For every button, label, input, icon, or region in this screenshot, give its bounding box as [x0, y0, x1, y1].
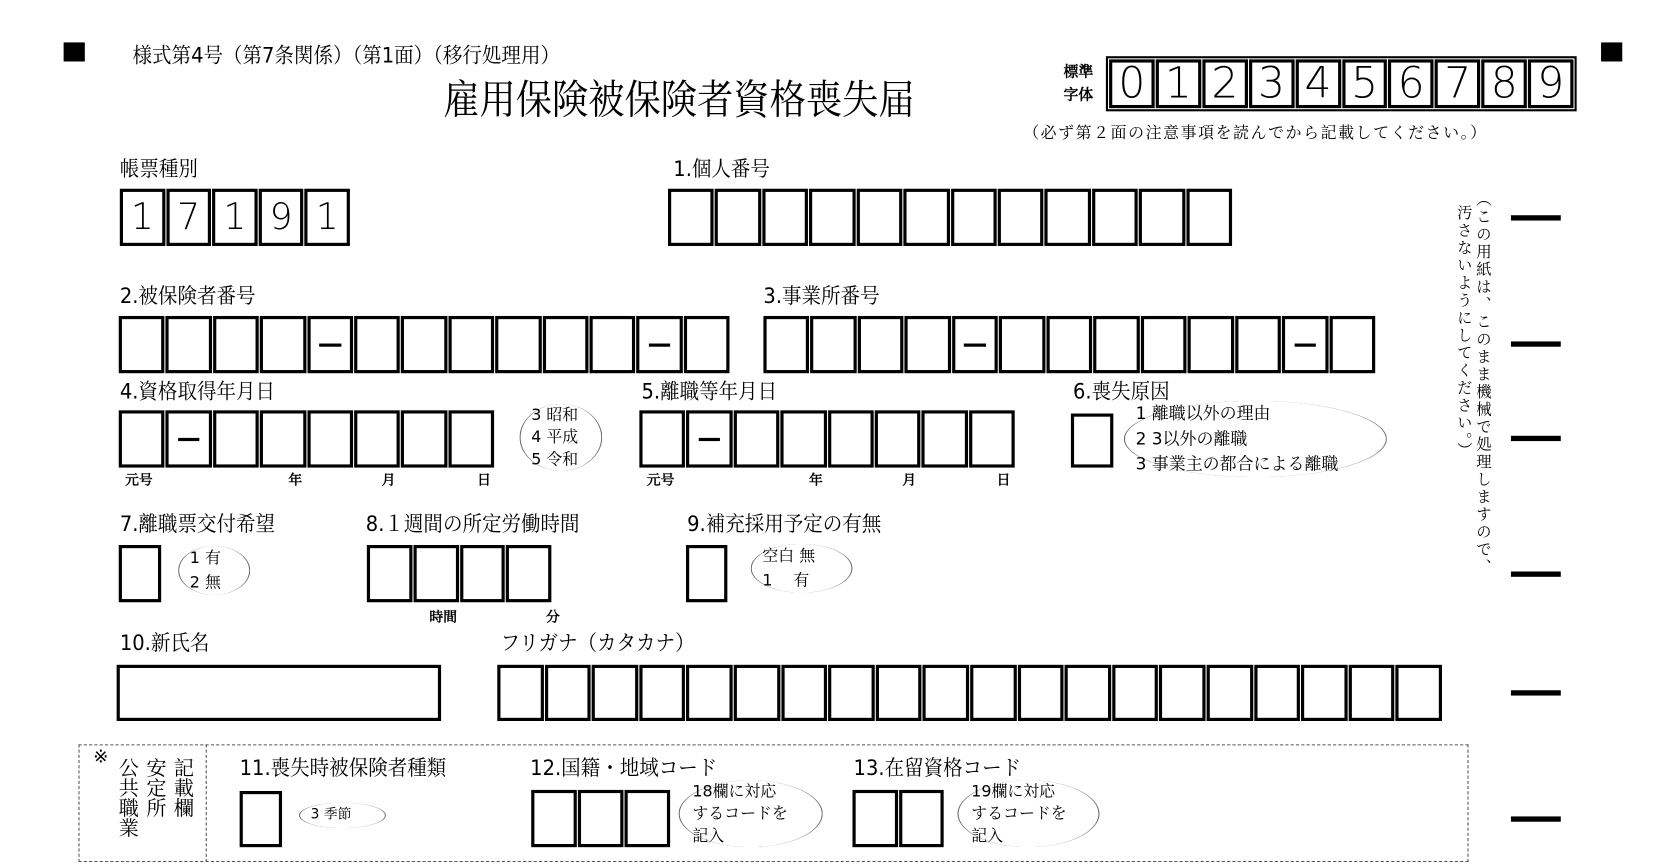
weekly-hours-label: 8.１週間の所定労働時間 [365, 511, 580, 537]
month-unit: 月 [381, 472, 396, 489]
residence-status-label: 13.在留資格コード [853, 754, 1022, 781]
timing-mark [1511, 436, 1561, 441]
standard-digit: 2 [1202, 59, 1247, 108]
input-box[interactable] [495, 316, 541, 373]
nationality-boxes [531, 790, 671, 847]
personal-number-boxes [668, 189, 1233, 246]
form-type-digit: 1 [305, 189, 350, 246]
input-box[interactable] [922, 410, 968, 467]
input-box[interactable] [1254, 665, 1300, 721]
form-type-boxes [120, 189, 351, 246]
input-box[interactable] [899, 790, 944, 847]
separator-dash-box [686, 410, 732, 467]
input-box[interactable] [497, 665, 543, 721]
input-box[interactable] [970, 665, 1016, 721]
input-box[interactable] [998, 189, 1044, 246]
furigana-label: フリガナ（カタカナ） [500, 629, 695, 656]
input-box[interactable] [119, 316, 165, 373]
reference-mark: ※ [93, 746, 109, 768]
standard-digit: 1 [1156, 59, 1201, 108]
insured-type-label: 11.喪失時被保険者種類 [239, 754, 447, 781]
input-box[interactable] [354, 316, 400, 373]
nationality-note [679, 780, 823, 847]
day-unit: 日 [477, 472, 491, 489]
input-box[interactable] [1017, 665, 1063, 721]
timing-mark [1511, 816, 1561, 821]
input-box[interactable] [856, 189, 902, 246]
input-box[interactable] [1186, 189, 1232, 246]
standard-digit-sample [1106, 56, 1577, 111]
standard-font-label-line: 標準 [1063, 63, 1094, 81]
new-name-box [117, 665, 443, 721]
furigana-boxes [497, 665, 1443, 721]
input-box[interactable] [1207, 665, 1253, 721]
input-box[interactable] [260, 316, 306, 373]
input-box[interactable] [639, 410, 685, 467]
replacement-option: 空白 無 [762, 546, 816, 566]
input-box[interactable] [763, 316, 809, 373]
office-section-column: 安定所 [143, 757, 167, 818]
input-box[interactable] [448, 410, 494, 467]
input-box[interactable] [1348, 665, 1394, 721]
input-box[interactable] [354, 410, 400, 467]
input-box[interactable] [545, 665, 591, 721]
input-box[interactable] [828, 410, 874, 467]
input-box[interactable] [668, 189, 714, 246]
loss-reason-legend [1124, 401, 1387, 477]
input-box[interactable] [715, 189, 761, 246]
timing-mark [1511, 341, 1561, 346]
input-box[interactable] [589, 316, 635, 373]
input-box[interactable] [1093, 316, 1139, 373]
insured-number-boxes [119, 316, 731, 373]
form-number: 様式第4号（第7条関係）（第1面）（移行処理用） [132, 42, 560, 68]
input-box[interactable] [448, 316, 494, 373]
standard-digit: 7 [1435, 59, 1480, 108]
input-box[interactable] [119, 545, 161, 602]
input-box[interactable] [923, 665, 969, 721]
input-box[interactable] [969, 410, 1015, 467]
standard-font-label-line: 字体 [1063, 86, 1094, 104]
input-box[interactable] [1235, 316, 1281, 373]
input-box[interactable] [1188, 316, 1234, 373]
standard-digit: 4 [1295, 59, 1340, 108]
input-box[interactable] [1065, 665, 1111, 721]
side-notice-line: （この用紙は、このまま機械で処理しますので、 [1473, 190, 1491, 576]
replacement-box [686, 545, 728, 602]
timing-mark [1511, 215, 1561, 220]
replacement-option: 1 有 [762, 570, 810, 590]
input-box[interactable] [578, 790, 624, 847]
standard-digit: 9 [1528, 59, 1573, 108]
note-line: 記入 [692, 825, 725, 846]
office-section-divider [206, 744, 207, 862]
input-box[interactable] [733, 410, 779, 467]
hours-unit: 時間 [429, 609, 458, 626]
era-unit: 元号 [646, 472, 675, 489]
residence-status-note [957, 780, 1099, 847]
separator-dash-box [636, 316, 682, 373]
separation-date-boxes [639, 410, 1015, 467]
input-box[interactable] [1071, 414, 1113, 468]
loss-reason-label: 6.喪失原因 [1073, 378, 1170, 404]
input-box[interactable] [903, 189, 949, 246]
era-option: 3 昭和 [531, 405, 579, 425]
input-box[interactable] [811, 316, 857, 373]
input-box[interactable] [592, 665, 638, 721]
note-line: するコードを [971, 803, 1067, 823]
loss-reason-option: 1 離職以外の理由 [1135, 402, 1271, 424]
input-box[interactable] [1045, 189, 1091, 246]
input-box[interactable] [1396, 665, 1442, 721]
era-option: 5 令和 [531, 449, 579, 469]
residence-status-boxes [852, 790, 944, 847]
input-box[interactable] [260, 410, 306, 467]
separation-date-label: 5.離職等年月日 [641, 378, 778, 404]
input-box[interactable] [542, 316, 588, 373]
minutes-unit: 分 [546, 609, 560, 626]
input-box[interactable] [401, 410, 447, 467]
input-box[interactable] [213, 410, 259, 467]
office-number-label: 3.事業所番号 [763, 283, 880, 309]
input-box[interactable] [858, 316, 904, 373]
era-option: 4 平成 [531, 427, 579, 447]
form-type-digit: 7 [166, 189, 211, 246]
input-box[interactable] [734, 665, 780, 721]
separation-slip-option: 1 有 [189, 548, 221, 568]
input-box[interactable] [951, 189, 997, 246]
page-title: 雇用保険被保険者資格喪失届 [443, 76, 915, 123]
note-line: するコードを [692, 803, 788, 823]
input-box[interactable] [401, 316, 447, 373]
side-notice-line: 汚さないようにしてください。） [1454, 204, 1472, 460]
era-unit: 元号 [125, 472, 153, 489]
input-box[interactable] [1092, 189, 1138, 246]
input-box[interactable] [1159, 665, 1205, 721]
input-box[interactable] [999, 316, 1045, 373]
notice-text: （必ず第２面の注意事項を読んでから記載してください。） [1023, 122, 1488, 143]
input-box[interactable] [213, 316, 259, 373]
input-box[interactable] [781, 410, 827, 467]
input-box[interactable] [119, 410, 165, 467]
input-box[interactable] [781, 665, 827, 721]
input-box[interactable] [762, 189, 808, 246]
separation-slip-legend [178, 546, 250, 595]
form-type-digit: 1 [120, 189, 165, 246]
new-name-label: 10.新氏名 [119, 629, 210, 656]
separation-slip-box [119, 545, 162, 602]
input-box[interactable] [875, 410, 921, 467]
timing-mark [1511, 572, 1561, 577]
input-box[interactable] [240, 791, 282, 847]
input-box[interactable] [307, 410, 353, 467]
input-box[interactable] [686, 665, 732, 721]
note-line: 19欄に対応 [971, 781, 1056, 801]
input-box[interactable] [413, 545, 458, 602]
input-box[interactable] [639, 665, 685, 721]
input-box[interactable] [809, 189, 855, 246]
separation-slip-label: 7.離職票交付希望 [119, 511, 276, 537]
standard-digit: 3 [1249, 59, 1294, 108]
day-unit: 日 [996, 472, 1011, 489]
input-box[interactable] [531, 790, 577, 847]
standard-digit: 6 [1388, 59, 1433, 108]
input-box[interactable] [625, 790, 671, 847]
separator-dash-box [166, 410, 212, 467]
nationality-label: 12.国籍・地域コード [530, 754, 718, 781]
input-box[interactable] [684, 316, 730, 373]
input-box[interactable] [506, 545, 551, 602]
input-box[interactable] [1141, 316, 1187, 373]
input-box[interactable] [876, 665, 922, 721]
input-box[interactable] [1139, 189, 1185, 246]
separation-slip-option: 2 無 [189, 572, 221, 592]
registration-mark-left [64, 42, 85, 61]
replacement-label: 9.補充採用予定の有無 [687, 511, 882, 537]
acquired-date-boxes [119, 410, 495, 467]
year-unit: 年 [288, 472, 303, 489]
personal-number-label: 1.個人番号 [673, 155, 770, 182]
standard-digit: 5 [1342, 59, 1387, 108]
replacement-legend [751, 544, 853, 593]
timing-mark [1511, 690, 1561, 695]
weekly-hours-boxes [367, 545, 553, 602]
separator-dash-box [952, 316, 998, 373]
input-box[interactable] [1112, 665, 1158, 721]
acquired-date-label: 4.資格取得年月日 [119, 378, 276, 404]
input-box[interactable] [166, 316, 212, 373]
input-box[interactable] [1046, 316, 1092, 373]
standard-digit: 0 [1109, 59, 1154, 108]
loss-reason-box [1071, 414, 1114, 468]
standard-font-label [1063, 60, 1093, 107]
form-type-label: 帳票種別 [119, 155, 198, 182]
registration-mark-right [1601, 42, 1622, 61]
insured-type-box [240, 791, 283, 847]
month-unit: 月 [902, 472, 917, 489]
input-box[interactable] [852, 790, 897, 847]
separator-dash-box [307, 316, 353, 373]
new-name-input[interactable] [117, 665, 441, 721]
form-type-digit: 1 [212, 189, 257, 246]
year-unit: 年 [809, 472, 823, 489]
input-box[interactable] [1329, 316, 1375, 373]
input-box[interactable] [828, 665, 874, 721]
loss-reason-option: 3 事業主の都合による離職 [1135, 453, 1339, 474]
separator-dash-box [1282, 316, 1328, 373]
insured-type-legend: 3 季節 [299, 803, 386, 828]
office-section-column: 公共職業 [115, 757, 139, 838]
note-line: 記入 [971, 825, 1004, 846]
insured-number-label: 2.被保険者番号 [119, 283, 256, 309]
input-box[interactable] [686, 545, 727, 602]
office-section-column: 記載欄 [170, 757, 195, 818]
era-legend [520, 404, 603, 471]
input-box[interactable] [460, 545, 505, 602]
office-number-boxes [763, 316, 1376, 373]
standard-digit: 8 [1482, 59, 1527, 108]
loss-reason-option: 2 3以外の離職 [1135, 428, 1248, 449]
form-type-digit: 9 [258, 189, 303, 246]
note-line: 18欄に対応 [692, 781, 777, 801]
input-box[interactable] [367, 545, 412, 602]
input-box[interactable] [1301, 665, 1347, 721]
input-box[interactable] [905, 316, 951, 373]
